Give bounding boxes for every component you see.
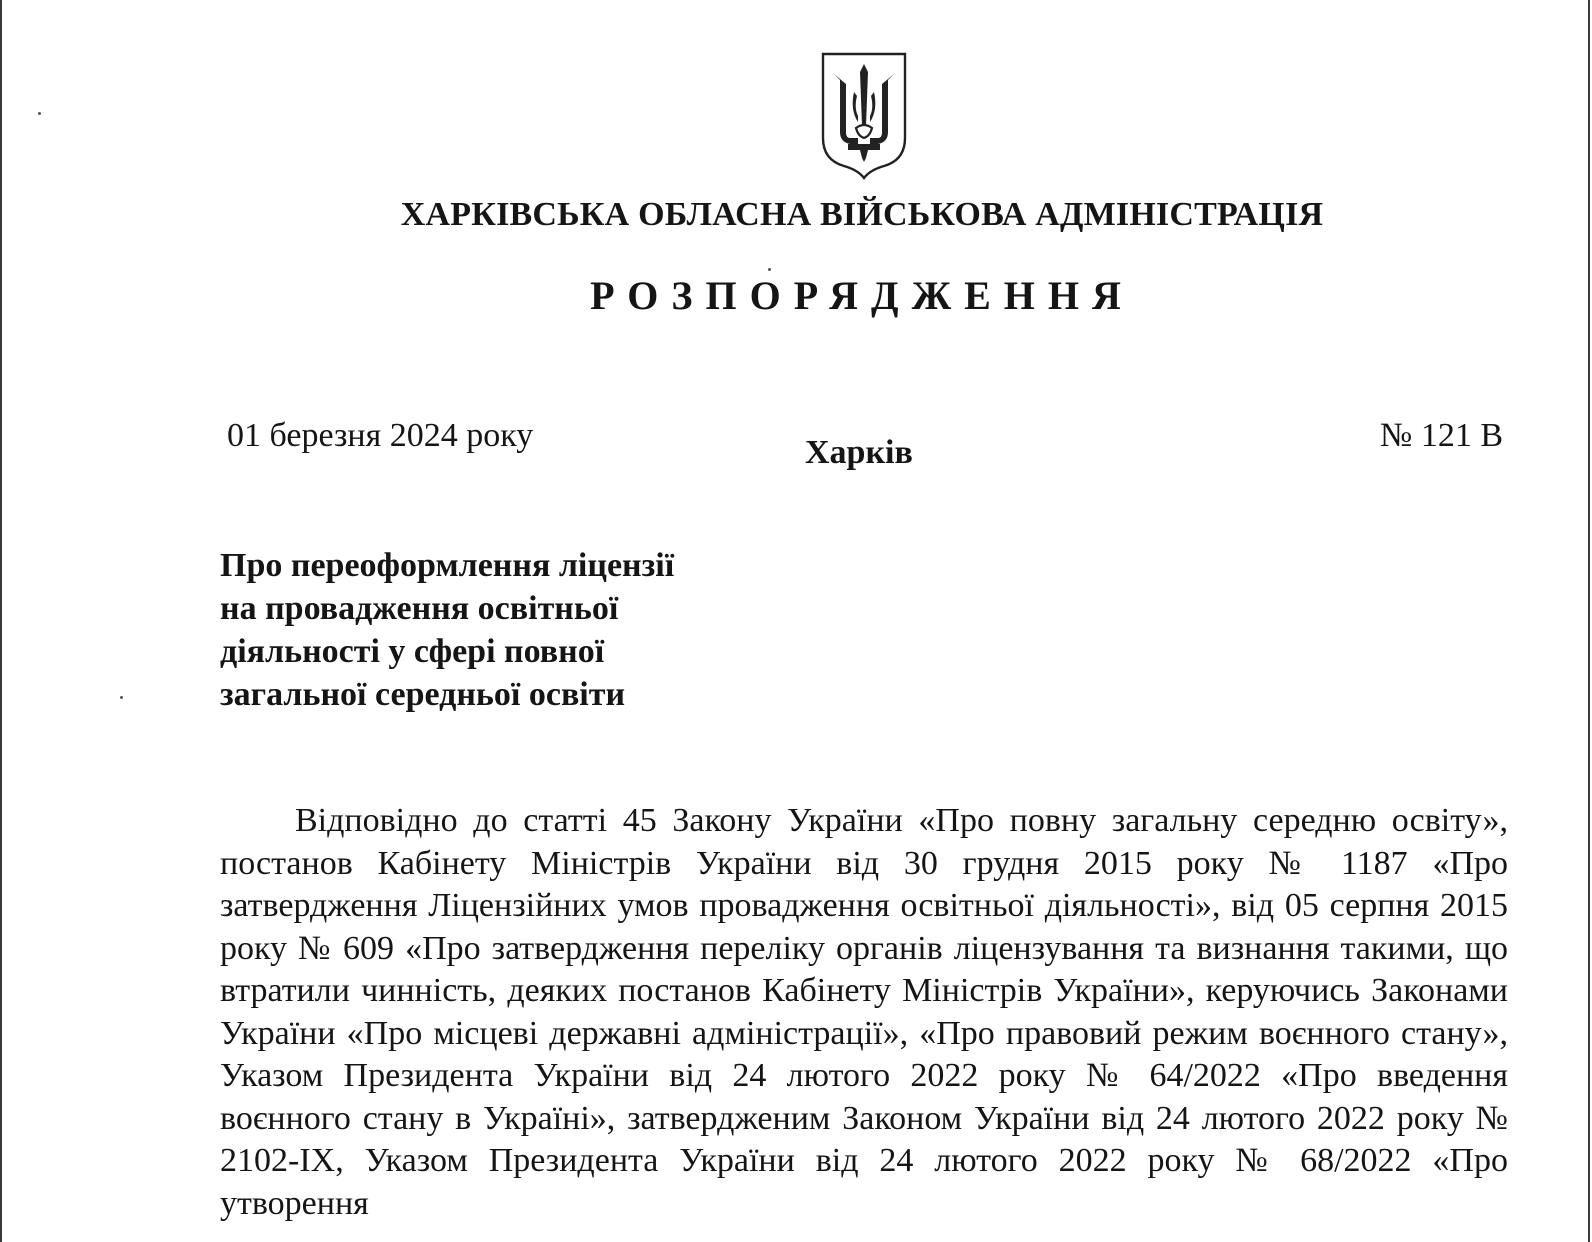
subject-line: загальної середньої освіти — [220, 676, 626, 713]
document-date: 01 березня 2024 року — [227, 417, 534, 454]
document-body-paragraph: Відповідно до статті 45 Закону України «Про повну загальну середню освіту», постанов Кабінету Міністрів України від 30 грудня 2015 року № 1187 «Про затвердження Ліцензійних умов провадження освітньої діяльності», від 05 серпня 2015 року № 609 «Про затвердження переліку органів ліцензування та визнання такими, що втратили чинність, деяких постанов Кабінету Міністрів України», керуючись Законами України «Про місцеві державні адміністрації», «Про правовий режим воєнного стану», Указом Президента України від 24 лютого 2022 року № 64/2022 «Про введення воєнного стану в Україні», затвердженим Законом України від 24 лютого 2022 року № 2102-IX, Указом Президента України від 24 лютого 2022 року № 68/2022 «Про утворення — [220, 802, 1508, 1222]
subject-line: діяльності у сфері повної — [220, 633, 605, 670]
subject-line: Про переоформлення ліцензії — [220, 547, 675, 584]
document-city: Харків — [805, 434, 913, 471]
scan-speck — [768, 268, 771, 271]
document-number: № 121 В — [1379, 417, 1503, 454]
subject-line: на провадження освітньої — [220, 590, 619, 627]
scan-speck — [38, 112, 41, 115]
trident-coat-of-arms-icon — [820, 52, 908, 180]
organization-title: ХАРКІВСЬКА ОБЛАСНА ВІЙСЬКОВА АДМІНІСТРАЦІЯ — [400, 196, 1324, 233]
document-subject — [220, 544, 780, 716]
scan-speck — [120, 696, 123, 699]
document-type-heading: РОЗПОРЯДЖЕННЯ — [590, 273, 1134, 318]
